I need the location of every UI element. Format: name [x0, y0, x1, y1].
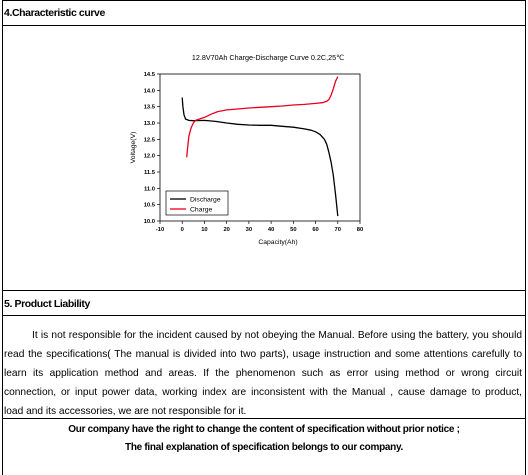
x-tick-label: 30	[245, 227, 253, 233]
y-tick-label: 11.0	[144, 186, 155, 193]
y-tick-label: 14.0	[143, 88, 155, 95]
y-tick-label: 10.5	[143, 202, 155, 209]
section-5-title: 5. Product Liability	[4, 298, 90, 310]
paragraph-line: load and its accessories, we are not responsible for it.	[4, 406, 247, 417]
divider-top	[2, 0, 526, 1]
paragraph-line: read the specifications( The manual is divided into two parts), usage instruction and some attentions carefully to	[4, 349, 522, 360]
page-border-right	[525, 0, 526, 475]
charge-discharge-chart	[120, 46, 390, 261]
chart-title: 12.8V70Ah Charge-Discharge Curve 0.2C,25℃	[191, 53, 345, 62]
series-line-charge	[187, 77, 338, 158]
y-tick-label: 11.5	[144, 170, 155, 176]
y-tick-label: 13.0	[143, 121, 155, 127]
legend-label-discharge: Discharge	[190, 196, 221, 204]
section-4-title: 4.Characteristic curve	[4, 7, 105, 19]
x-tick-label: -10	[155, 227, 165, 233]
x-tick-label: 20	[223, 227, 230, 233]
x-axis-label: Capacity(Ah)	[258, 239, 298, 246]
divider-notice	[2, 418, 526, 419]
x-tick-label: 10	[201, 227, 208, 233]
y-tick-label: 10.0	[143, 219, 155, 225]
paragraph-line: learn its application method and areas. If the phenomenon such as error using method or wrong circuit	[4, 368, 522, 379]
notice-line-2: The final explanation of specification belongs to our company.	[125, 442, 403, 453]
product-liability-paragraph	[4, 326, 522, 421]
y-tick-label: 12.5	[143, 137, 155, 144]
divider-section-5	[2, 315, 526, 316]
x-tick-label: 50	[290, 227, 297, 233]
x-tick-label: 0	[180, 227, 184, 233]
y-tick-label: 13.5	[143, 104, 155, 111]
x-tick-label: 70	[334, 227, 342, 233]
page-border-left	[2, 0, 3, 475]
y-axis-label: Voltage(V)	[130, 131, 137, 164]
x-tick-label: 40	[267, 227, 275, 233]
divider-chart-bottom	[2, 290, 526, 291]
x-tick-label: 80	[356, 227, 364, 233]
paragraph-line: connection, or input power data, working index are inconsistent with the Manual , cause damage to product,	[4, 387, 522, 398]
legend-label-charge: Charge	[190, 206, 213, 214]
divider-section-4	[2, 25, 526, 26]
x-tick-label: 60	[312, 227, 319, 233]
notice-line-1: Our company have the right to change the content of specification without prior notice ;	[68, 424, 460, 435]
y-tick-label: 14.5	[143, 72, 155, 78]
paragraph-line: It is not responsible for the incident caused by not obeying the Manual. Before using the battery, you should	[32, 330, 522, 341]
y-tick-label: 12.0	[143, 153, 155, 160]
